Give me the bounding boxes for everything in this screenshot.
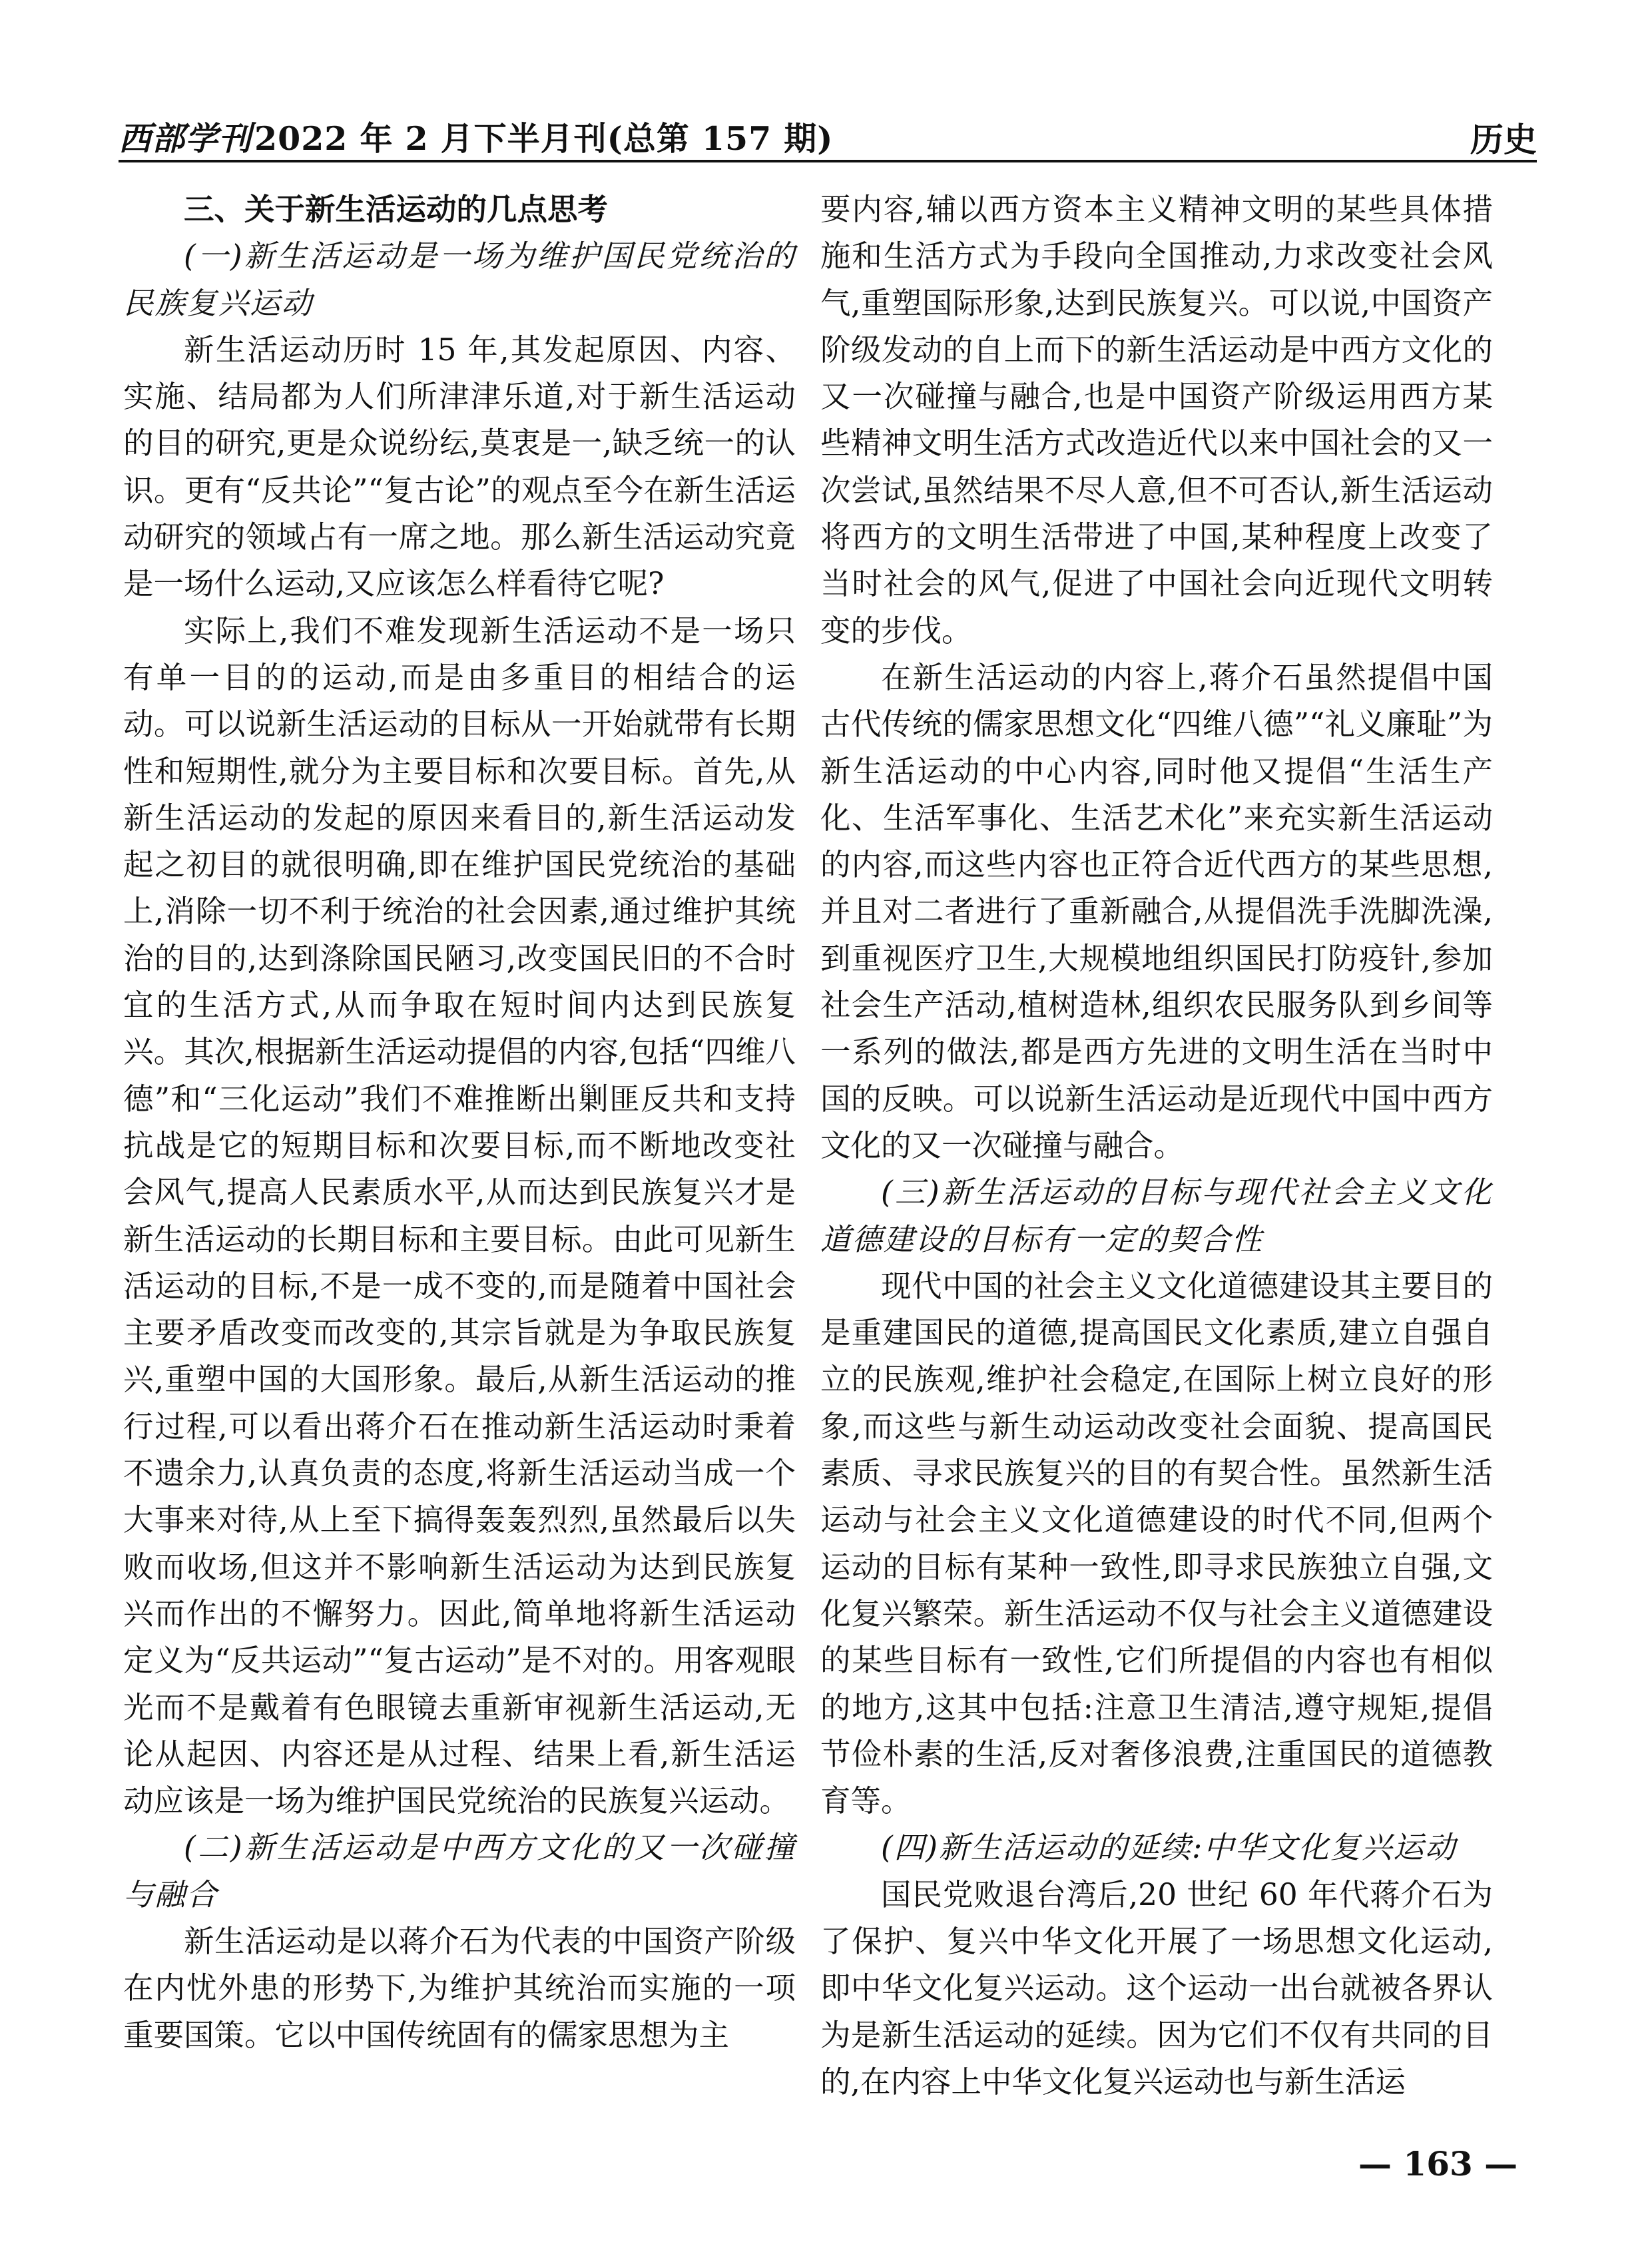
- header-rule: [119, 160, 1537, 162]
- paragraph: 实际上,我们不难发现新生活运动不是一场只有单一目的的运动,而是由多重目的相结合的运动。可以说新生活运动的目标从一开始就带有长期性和短期性,就分为主要目标和次要目标。首先,从新生活运动的发起的原因来看目的,新生活运动发起之初目的就很明确,即在维护国民党统治的基础上,消除一切不利于统治的社会因素,通过维护其统治的目的,达到涤除国民陋习,改变国民旧的不合时宜的生活方式,从而争取在短时间内达到民族复兴。其次,根据新生活运动提倡的内容,包括“四维八德”和“三化运动”我们不难推断出剿匪反共和支持抗战是它的短期目标和次要目标,而不断地改变社会风气,提高人民素质水平,从而达到民族复兴才是新生活运动的长期目标和主要目标。由此可见新生活运动的目标,不是一成不变的,而是随着中国社会主要矛盾改变而改变的,其宗旨就是为争取民族复兴,重塑中国的大国形象。最后,从新生活运动的推行过程,可以看出蒋介石在推动新生活运动时秉着不遗余力,认真负责的态度,将新生活运动当成一个大事来对待,从上至下搞得轰轰烈烈,虽然最后以失败而收场,但这并不影响新生活运动为达到民族复兴而作出的不懈努力。因此,简单地将新生活运动定义为“反共运动”“复古运动”是不对的。用客观眼光而不是戴着有色眼镜去重新审视新生活运动,无论从起因、内容还是从过程、结果上看,新生活运动应该是一场为维护国民党统治的民族复兴运动。: [123, 613, 796, 1819]
- subheading-1: (一)新生活运动是一场为维护国民党统治的民族复兴运动: [123, 238, 796, 321]
- paragraph-continued: 要内容,辅以西方资本主义精神文明的某些具体措施和生活方式为手段向全国推动,力求改变社会风气,重塑国际形象,达到民族复兴。可以说,中国资产阶级发动的自上而下的新生活运动是中西方文化的又一次碰撞与融合,也是中国资产阶级运用西方某些精神文明生活方式改造近代以来中国社会的又一次尝试,虽然结果不尽人意,但不可否认,新生活运动将西方的文明生活带进了中国,某种程度上改变了当时社会的风气,促进了中国社会向近现代文明转变的步伐。: [820, 192, 1493, 649]
- section-label: 历史: [1470, 121, 1537, 159]
- paragraph: 国民党败退台湾后,20 世纪 60 年代蒋介石为了保护、复兴中华文化开展了一场思想文化运动,即中华文化复兴运动。这个运动一出台就被各界认为是新生活运动的延续。因为它们不仅有共同的目的,在内容上中华文化复兴运动也与新生活运: [820, 1876, 1493, 2100]
- left-column: [123, 186, 796, 2059]
- paragraph: 现代中国的社会主义文化道德建设其主要目的是重建国民的道德,提高国民文化素质,建立自强自立的民族观,维护社会稳定,在国际上树立良好的形象,而这些与新生动运动改变社会面貌、提高国民素质、寻求民族复兴的目的有契合性。虽然新生活运动与社会主义文化道德建设的时代不同,但两个运动的目标有某种一致性,即寻求民族独立自强,文化复兴繁荣。新生活运动不仅与社会主义道德建设的某些目标有一致性,它们所提倡的内容也有相似的地方,这其中包括:注意卫生清洁,遵守规矩,提倡节俭朴素的生活,反对奢侈浪费,注重国民的道德教育等。: [820, 1268, 1493, 1819]
- subheading-2: (二)新生活运动是中西方文化的又一次碰撞与融合: [123, 1830, 796, 1912]
- journal-logo: 西部学刊: [119, 120, 252, 158]
- page-number: — 163 —: [1358, 2144, 1518, 2183]
- subheading-4: (四)新生活运动的延续:中华文化复兴运动: [881, 1830, 1457, 1866]
- right-column: [820, 186, 1493, 2105]
- issue-info: 2022 年 2 月下半月刊(总第 157 期): [254, 119, 834, 158]
- journal-title: [119, 113, 833, 160]
- paragraph: 新生活运动是以蒋介石为代表的中国资产阶级在内忧外患的形势下,为维护其统治而实施的一项重要国策。它以中国传统固有的儒家思想为主: [123, 1923, 796, 2053]
- section-heading: 三、关于新生活运动的几点思考: [184, 192, 609, 227]
- paragraph: 新生活运动历时 15 年,其发起原因、内容、实施、结局都为人们所津津乐道,对于新生活运动的目的研究,更是众说纷纭,莫衷是一,缺乏统一的认识。更有“反共论”“复古论”的观点至今在新生活运动研究的领域占有一席之地。那么新生活运动究竟是一场什么运动,又应该怎么样看待它呢?: [123, 332, 796, 602]
- paragraph: 在新生活运动的内容上,蒋介石虽然提倡中国古代传统的儒家思想文化“四维八德”“礼义廉耻”为新生活运动的中心内容,同时他又提倡“生活生产化、生活军事化、生活艺术化”来充实新生活运动的内容,而这些内容也正符合近代西方的某些思想,并且对二者进行了重新融合,从提倡洗手洗脚洗澡,到重视医疗卫生,大规模地组织国民打防疫针,参加社会生产活动,植树造林,组织农民服务队到乡间等一系列的做法,都是西方先进的文明生活在当时中国的反映。可以说新生活运动是近现代中国中西方文化的又一次碰撞与融合。: [820, 659, 1493, 1163]
- page-header: [119, 107, 1537, 166]
- subheading-3: (三)新生活运动的目标与现代社会主义文化道德建设的目标有一定的契合性: [820, 1175, 1493, 1257]
